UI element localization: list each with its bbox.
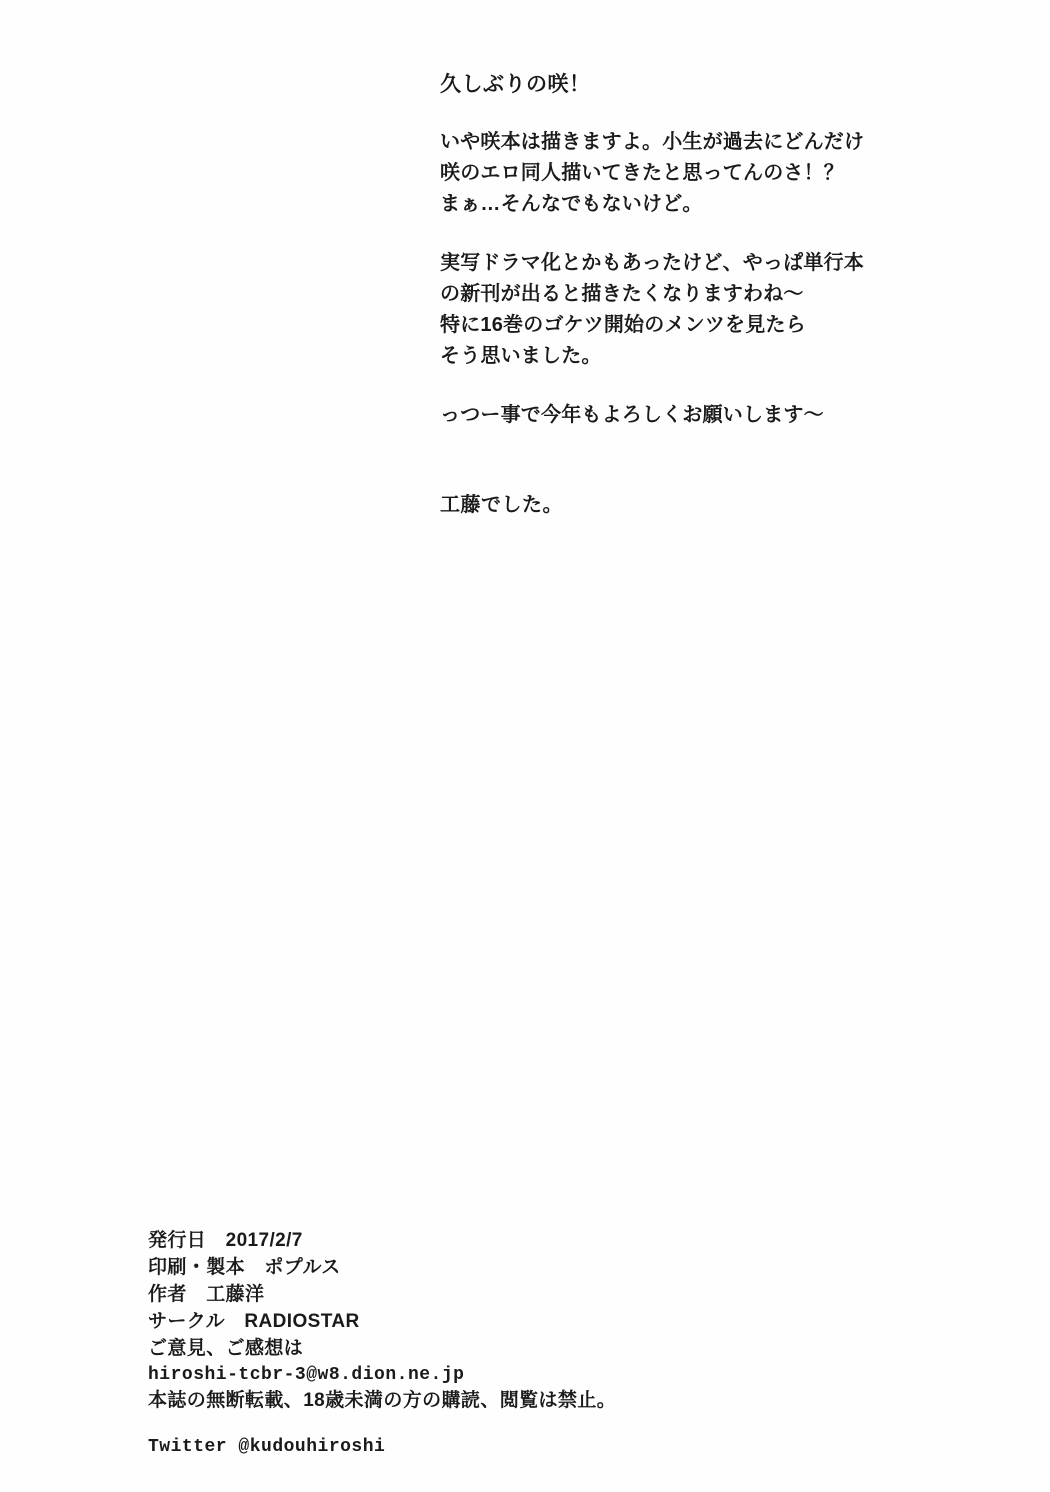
afterword-line: 咲のエロ同人描いてきたと思ってんのさ！？ bbox=[440, 162, 844, 185]
afterword-line: そう思いました。 bbox=[440, 345, 602, 368]
colophon-notice: 本誌の無断転載、18歳未満の方の購読、閲覧は禁止。 bbox=[148, 1390, 617, 1412]
afterword-paragraph-1 bbox=[440, 127, 1000, 220]
afterword-line: いや咲本は描きますよ。小生が過去にどんだけ bbox=[440, 131, 865, 154]
colophon-feedback-label: ご意見、ご感想は bbox=[148, 1337, 304, 1359]
colophon-spacer bbox=[148, 1415, 848, 1437]
colophon-twitter-handle[interactable]: Twitter @kudouhiroshi bbox=[148, 1437, 386, 1458]
colophon-publish-date: 発行日 2017/2/7 bbox=[148, 1230, 303, 1251]
colophon-block bbox=[148, 1228, 848, 1457]
colophon-printing: 印刷・製本 ポプルス bbox=[148, 1256, 341, 1278]
afterword-line: 実写ドラマ化とかもあったけど、やっぱ単行本 bbox=[440, 252, 864, 275]
colophon-author: 作者 工藤洋 bbox=[148, 1283, 265, 1305]
author-signature: 工藤でした。 bbox=[440, 494, 563, 516]
afterword-line: っつー事で今年もよろしくお願いします〜 bbox=[440, 404, 824, 427]
colophon-circle: サークル RADIOSTAR bbox=[148, 1310, 360, 1332]
afterword-line: の新刊が出ると描きたくなりますわね〜 bbox=[440, 283, 804, 306]
afterword-heading: 久しぶりの咲！ bbox=[440, 73, 591, 96]
afterword-block bbox=[440, 70, 1000, 431]
afterword-paragraph-3 bbox=[440, 400, 1000, 431]
afterword-line: 特に16巻のゴケツ開始のメンツを見たら bbox=[440, 314, 806, 337]
afterword-line: まぁ…そんなでもないけど。 bbox=[440, 193, 703, 216]
afterword-paragraph-2 bbox=[440, 248, 1000, 372]
colophon-email[interactable]: hiroshi-tcbr-3@w8.dion.ne.jp bbox=[148, 1364, 465, 1385]
